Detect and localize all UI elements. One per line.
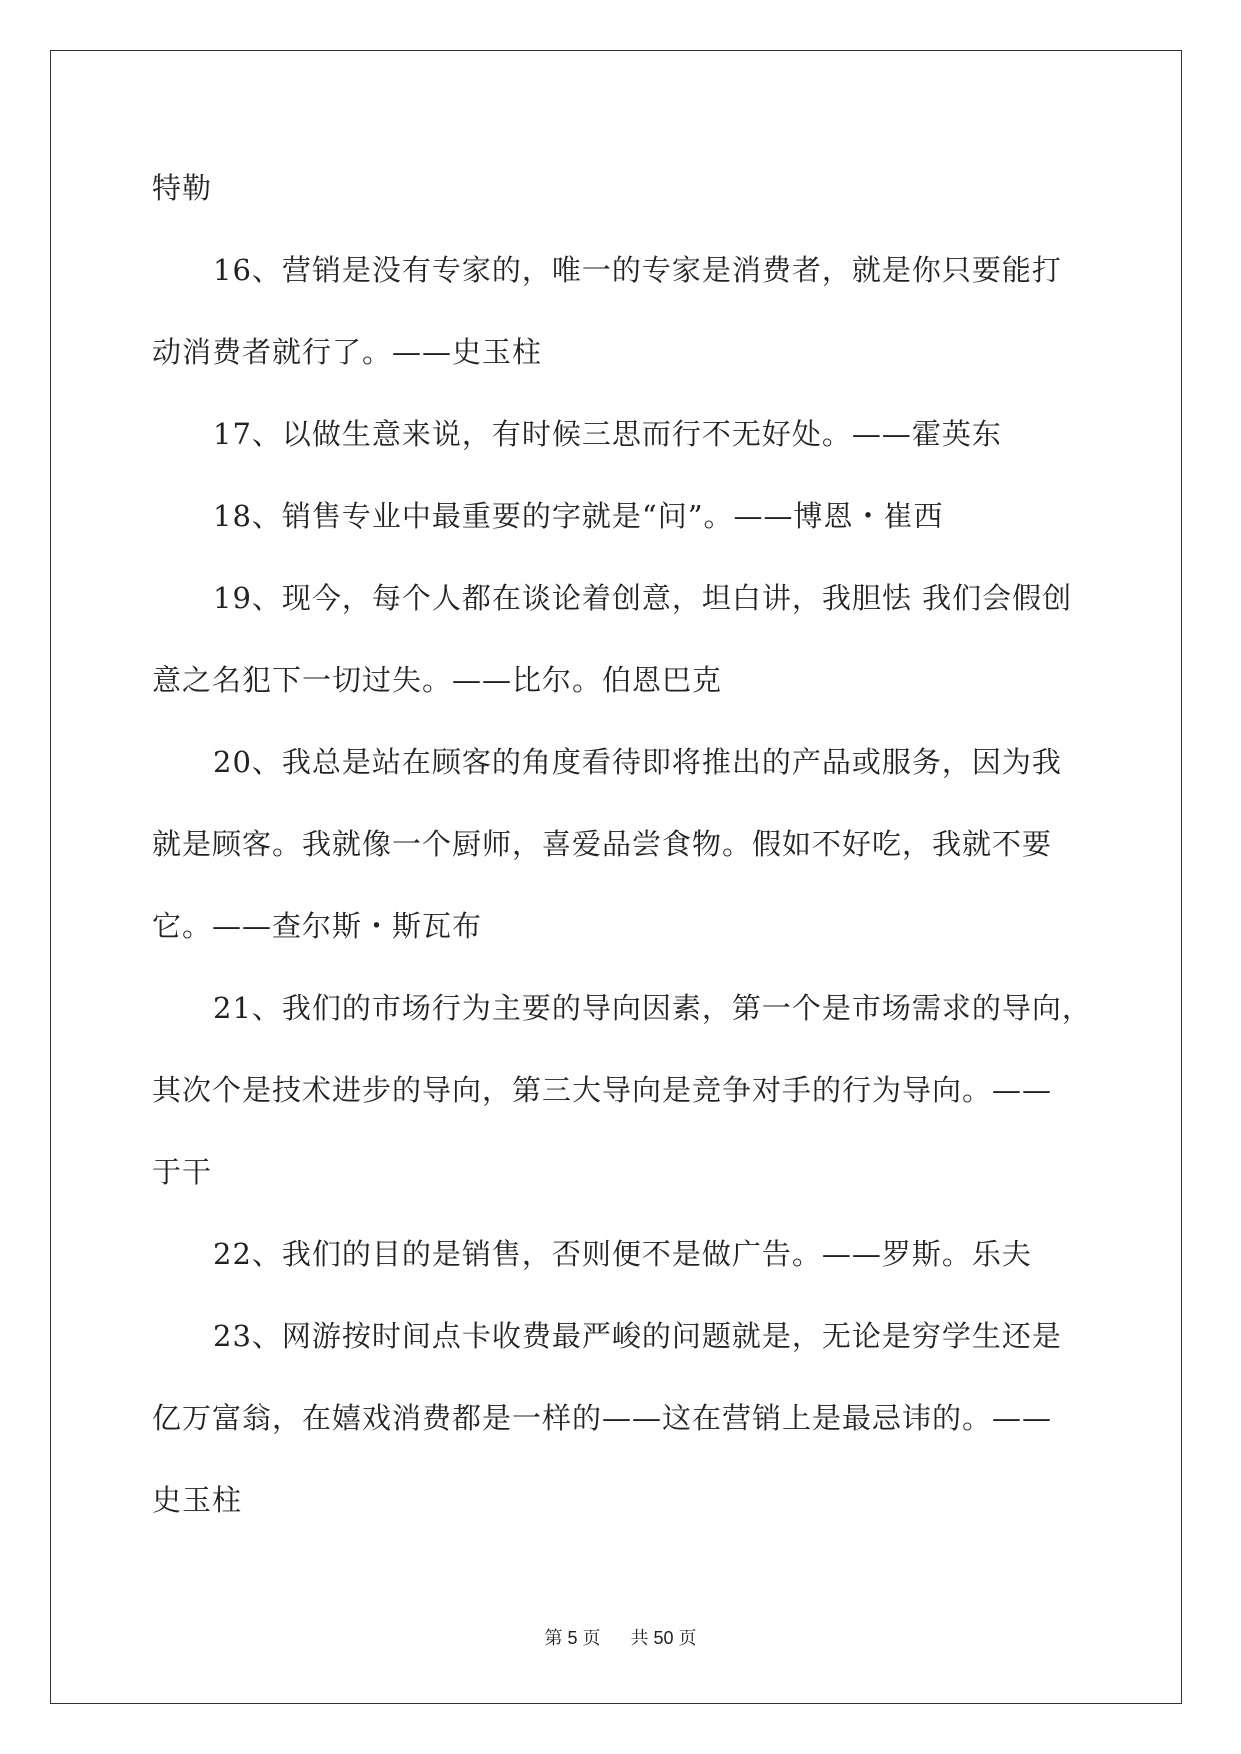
text-line: 21、我们的市场行为主要的导向因素，第一个是市场需求的导向， — [213, 991, 1092, 1025]
text-line: 亿万富翁，在嬉戏消费都是一样的——这在营销上是最忌讳的。—— — [152, 1401, 1053, 1435]
text-line: 特勒 — [152, 171, 213, 205]
text-line: 意之名犯下一切过失。——比尔。伯恩巴克 — [152, 663, 723, 697]
text-line: 23、网游按时间点卡收费最严峻的问题就是，无论是穷学生还是 — [213, 1319, 1062, 1353]
page-total: 共 50 页 — [630, 1628, 697, 1648]
text-line: 于干 — [152, 1155, 213, 1189]
text-line: 就是顾客。我就像一个厨师，喜爱品尝食物。假如不好吃，我就不要 — [152, 827, 1053, 861]
text-line: 它。——查尔斯・斯瓦布 — [152, 909, 483, 943]
text-line: 20、我总是站在顾客的角度看待即将推出的产品或服务，因为我 — [213, 745, 1062, 779]
text-line: 史玉柱 — [152, 1483, 243, 1517]
text-line: 18、销售专业中最重要的字就是“问”。——博恩・崔西 — [213, 499, 944, 533]
page-border — [50, 50, 1182, 1704]
text-line: 其次个是技术进步的导向，第三大导向是竞争对手的行为导向。—— — [152, 1073, 1053, 1107]
text-line: 22、我们的目的是销售，否则便不是做广告。——罗斯。乐夫 — [213, 1237, 1032, 1271]
page-number: 第 5 页 — [544, 1628, 601, 1648]
text-line: 动消费者就行了。——史玉柱 — [152, 335, 543, 369]
text-line: 17、以做生意来说，有时候三思而行不无好处。——霍英东 — [213, 417, 1002, 451]
text-line: 16、营销是没有专家的，唯一的专家是消费者，就是你只要能打 — [213, 253, 1062, 287]
page-footer — [0, 1624, 1241, 1650]
text-line: 19、现今，每个人都在谈论着创意，坦白讲，我胆怯 我们会假创 — [213, 581, 1073, 615]
